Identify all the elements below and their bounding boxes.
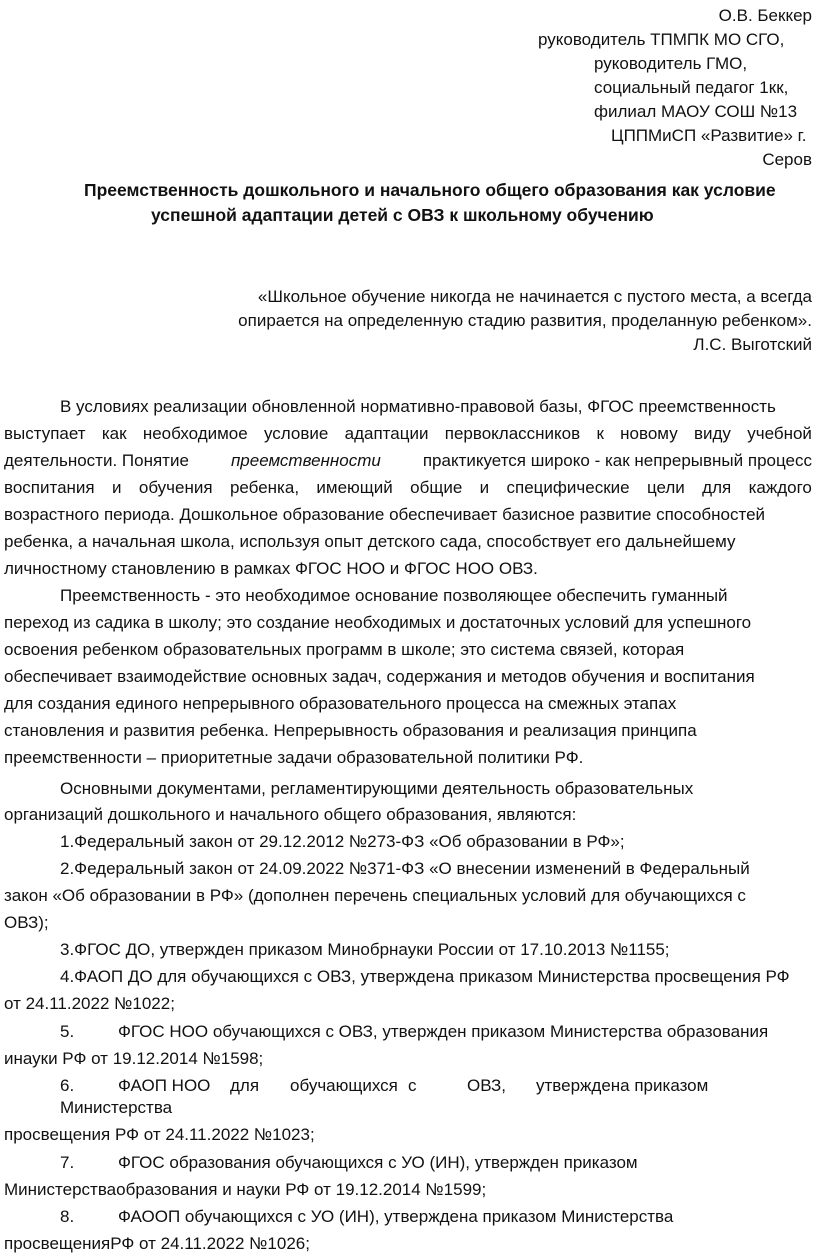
paragraph-line: В условиях реализации обновленной нормативно-правовой базы, ФГОС преемственность xyxy=(60,397,776,416)
list-item-continuation: инауки РФ от 19.12.2014 №1598; xyxy=(4,1049,264,1068)
list-item-continuation: закон «Об образовании в РФ» (дополнен перечень специальных условий для обучающихся с xyxy=(4,886,746,905)
paragraph-line: становления и развития ребенка. Непрерывность образования и реализация принципа xyxy=(4,721,697,740)
paragraph-line: возрастного периода. Дошкольное образование обеспечивает базисное развитие способностей xyxy=(4,505,766,524)
paragraph-line: Преемственность - это необходимое основание позволяющее обеспечить гуманный xyxy=(60,586,728,605)
paragraph-line: деятельности. Понятие преемственности практикуется широко - как непрерывный процесс xyxy=(4,451,812,470)
list-item: Министерства xyxy=(60,1098,173,1117)
author-organization: филиал МАОУ СОШ №13 xyxy=(594,102,798,121)
list-item-number: 6. xyxy=(60,1076,75,1095)
epigraph-quote: «Школьное обучение никогда не начинается с пустого места, а всегда xyxy=(257,287,812,306)
list-item: 1.Федеральный закон от 29.12.2012 №273-ФЗ «Об образовании в РФ»; xyxy=(60,832,625,851)
list-item: с xyxy=(408,1076,417,1095)
list-item-continuation: Министерстваобразования и науки РФ от 19.12.2014 №1599; xyxy=(4,1180,487,1199)
list-item-number: 5. xyxy=(60,1022,75,1041)
list-item-number: 7. xyxy=(60,1153,75,1172)
paragraph-line: преемственности – приоритетные задачи образовательной политики РФ. xyxy=(4,748,584,767)
list-item: для xyxy=(230,1076,260,1095)
epigraph-quote: опирается на определенную стадию развития, проделанную ребенком». xyxy=(238,311,812,330)
list-item-number: 8. xyxy=(60,1207,75,1226)
author-name: О.В. Беккер xyxy=(718,6,812,25)
author-position: социальный педагог 1кк, xyxy=(594,78,789,97)
document-title: успешной адаптации детей с ОВЗ к школьному обучению xyxy=(151,205,654,225)
paragraph-line: воспитания и обучения ребенка, имеющий общие и специфические цели для каждого xyxy=(4,478,812,497)
list-item: обучающихся xyxy=(290,1076,398,1095)
list-item: ФГОС образования обучающихся с УО (ИН), утвержден приказом xyxy=(118,1153,638,1172)
emphasized-term: преемственности xyxy=(230,451,381,470)
list-item: утверждена приказом xyxy=(536,1076,709,1095)
author-position: руководитель ТПМПК МО СГО, xyxy=(538,30,785,49)
paragraph-line: ребенка, а начальная школа, используя опыт детского сада, способствует его дальнейшему xyxy=(4,532,736,551)
list-item: ФАООП обучающихся с УО (ИН), утверждена приказом Министерства xyxy=(118,1207,674,1226)
list-item: 3.ФГОС ДО, утвержден приказом Минобрнауки России от 17.10.2013 №1155; xyxy=(60,940,670,959)
list-item: ОВЗ, xyxy=(467,1076,506,1095)
author-position: руководитель ГМО, xyxy=(594,54,748,73)
list-item: 4.ФАОП ДО для обучающихся с ОВЗ, утверждена приказом Министерства просвещения РФ xyxy=(60,967,790,986)
paragraph-line: выступает как необходимое условие адаптации первоклассников к новому виду учебной xyxy=(4,424,812,443)
paragraph-line: освоения ребенком образовательных программ в школе; это система связей, которая xyxy=(4,640,685,659)
paragraph-line: Основными документами, регламентирующими деятельность образовательных xyxy=(60,779,694,798)
list-item: ФГОС НОО обучающихся с ОВЗ, утвержден приказом Министерства образования xyxy=(118,1022,769,1041)
epigraph-author: Л.С. Выготский xyxy=(693,335,812,354)
document-title: Преемственность дошкольного и начального общего образования как условие xyxy=(84,180,776,200)
author-organization: ЦППМиСП «Развитие» г. xyxy=(611,126,807,145)
paragraph-line: обеспечивает взаимодействие основных задач, содержания и методов обучения и воспитания xyxy=(4,667,755,686)
paragraph-line: организаций дошкольного и начального общего образования, являются: xyxy=(4,805,577,824)
paragraph-line: личностному становлению в рамках ФГОС НОО и ФГОС НОО ОВЗ. xyxy=(4,559,538,578)
paragraph-line: для создания единого непрерывного образовательного процесса на смежных этапах xyxy=(4,694,677,713)
list-item: ФАОП НОО xyxy=(118,1076,211,1095)
list-item-continuation: просвещенияРФ от 24.11.2022 №1026; xyxy=(4,1234,310,1253)
list-item-continuation: от 24.11.2022 №1022; xyxy=(4,994,175,1013)
list-item: 2.Федеральный закон от 24.09.2022 №371-ФЗ «О внесении изменений в Федеральный xyxy=(60,859,750,878)
paragraph-line: переход из садика в школу; это создание необходимых и достаточных условий для успешного xyxy=(4,613,752,632)
list-item-continuation: ОВЗ); xyxy=(4,913,49,932)
author-city: Серов xyxy=(762,150,812,169)
list-item-continuation: просвещения РФ от 24.11.2022 №1023; xyxy=(4,1125,315,1144)
